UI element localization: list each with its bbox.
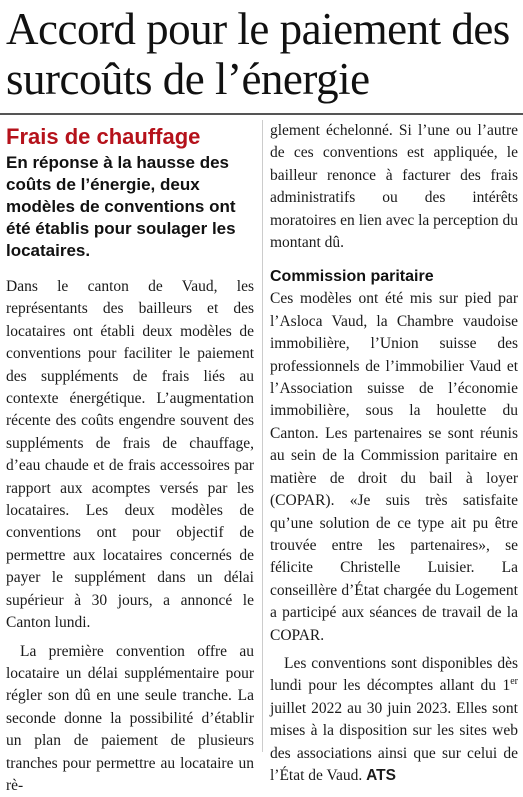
lead-paragraph: En réponse à la hausse des coûts de l’énergie, deux modèles de conventions ont été établis pour soulager les locataires. [6,152,254,262]
kicker: Frais de chauffage [6,124,254,150]
right-column [270,120,518,787]
ordinal-superscript: er [510,676,518,687]
body-paragraph-2-part-2: glement échelonné. Si l’une ou l’autre de ces conventions est appliquée, le bailleur renonce à facturer des frais administratifs ou des intérêts moratoires en lien avec la perception du montant dû. [270,120,518,254]
body-paragraph-3: Ces modèles ont été mis sur pied par l’Asloca Vaud, la Chambre vaudoise immobilière, l’Union suisse des professionnels de l’immobilier Vaud et l’Association suisse de l’économie immobilière, sous la houlette du Canton. Les partenaires se sont réunis au sein de la Commission paritaire en matière de droit du bail à loyer (COPAR). «Je suis très satisfaite qu’une solution de ce type ait pu être trouvée entre les partenaires», se félicite Christelle Luisier. La conseillère d’État chargée du Logement a participé aux séances de travail de la COPAR. [270,288,518,647]
paragraph-4-text-a: Les conventions sont disponibles dès lundi pour les décomptes allant du 1 [270,655,518,694]
paragraph-4-text-b: juillet 2022 au 30 juin 2023. Elles sont mises à la disposition sur les sites web des associations ainsi que sur celui de l’État de Vaud. [270,700,518,784]
headline-rule [0,113,523,115]
left-column [6,120,254,797]
body-paragraph-4 [270,653,518,787]
body-paragraph-1: Dans le canton de Vaud, les représentants des bailleurs et des locataires ont établi deux modèles de conventions pour faciliter le paiement des suppléments de frais liés au contexte énergétique. L’augmentation récente des coûts engendre souvent des suppléments de frais de chauffage, d’eau chaude et de frais accessoires par rapport aux acomptes versés par les locataires. Les deux modèles de conventions ont pour objectif de permettre aux locataires concernés de payer le supplément dans un délai supérieur à 30 jours, a annoncé le Canton lundi. [6,276,254,635]
column-separator [262,120,263,752]
headline: Accord pour le paiement des surcoûts de l’énergie [6,4,518,104]
body-paragraph-2-part-1: La première convention offre au locataire un délai supplémentaire pour régler son dû en une seule tranche. La seconde donne la possibilité d’établir un plan de paiement de plusieurs tranches pour permettre au locataire un rè- [6,641,254,797]
subheading: Commission paritaire [270,266,518,288]
author-signature: ATS [366,767,396,784]
